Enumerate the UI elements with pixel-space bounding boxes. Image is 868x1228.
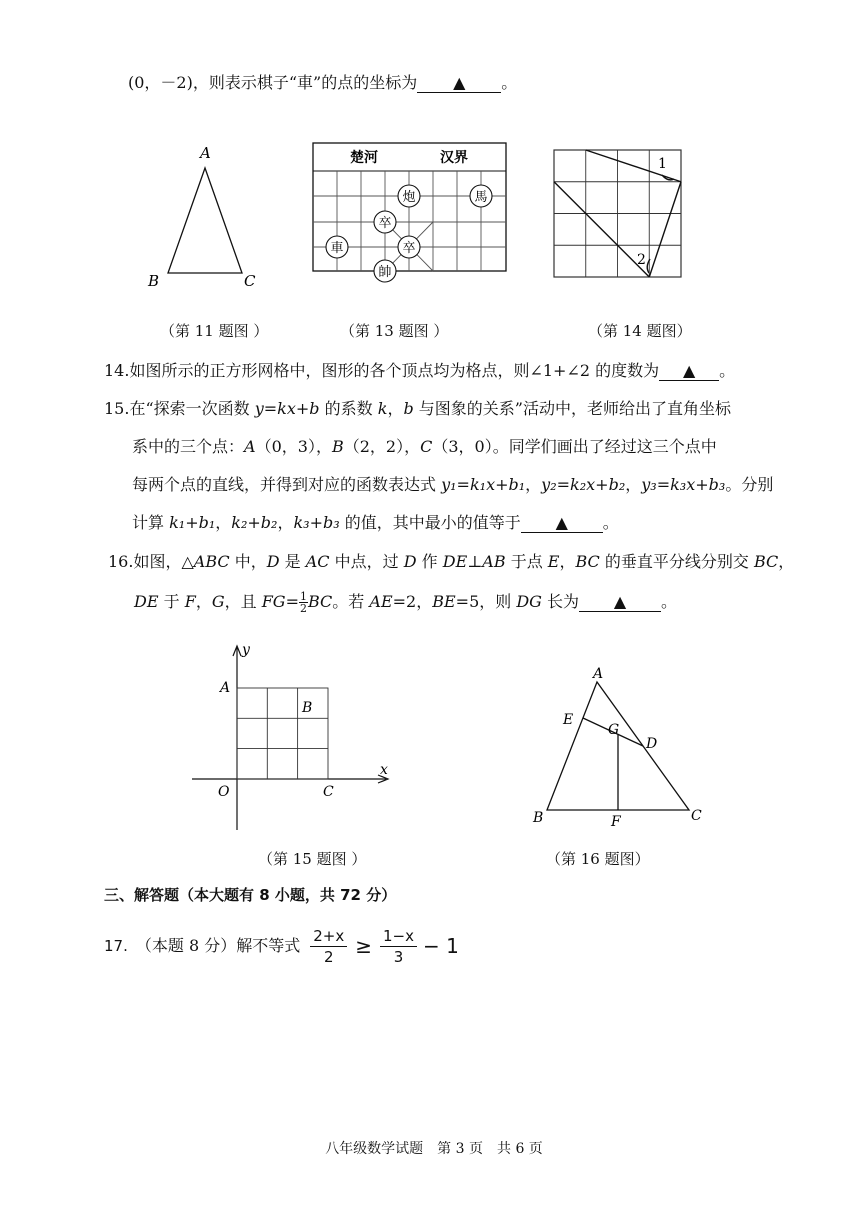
piece-zu-1: 卒 [378, 216, 392, 231]
q16-equals: = [285, 592, 299, 611]
q15-text-1a: 在“探索一次函数 [129, 399, 255, 418]
q16-text-h: ， [559, 552, 576, 571]
fig15-label-y: y [242, 642, 250, 658]
piece-zu-2: 卒 [402, 241, 416, 256]
q15-sum-1: k₁+b₁ [169, 513, 216, 532]
q15-text-4a: 计算 [132, 513, 170, 532]
piece-shuai: 帥 [378, 265, 392, 280]
q15-var-b: b [403, 399, 414, 418]
q17-lhs-den: 2 [323, 947, 334, 966]
q16-be: BE [432, 592, 456, 611]
fig11-label-a: A [200, 144, 211, 162]
q16-text-2e: 。若 [332, 592, 370, 611]
q16-half-den: 2 [300, 602, 307, 615]
q16-text-2g: =5，则 [455, 592, 517, 611]
q17-lhs-num: 2+x [310, 926, 347, 947]
q14-number: 14. [104, 361, 130, 380]
q15-function: y=kx+b [254, 399, 320, 418]
q16-text-a: 如图，△ [133, 552, 194, 571]
q15-comma-1: ， [215, 513, 232, 532]
q15-text-1b: 的系数 [319, 399, 378, 418]
fig15-axes [192, 646, 388, 830]
q15-line-2 [132, 436, 717, 458]
q17-rhs-num: 1−x [380, 926, 417, 947]
q16-d2: D [403, 552, 417, 571]
q16-ae: AE [369, 592, 393, 611]
angle-2-label: 2 [637, 252, 646, 268]
fig15-label-o: O [218, 784, 230, 800]
angle-1-label: 1 [658, 156, 667, 172]
q16-text-2h: 长为 [541, 592, 580, 611]
q16-text-2b: ， [195, 592, 212, 611]
piece-che: 車 [330, 241, 344, 256]
fig16-label-c: C [691, 808, 702, 824]
q17-tail: − 1 [422, 934, 459, 958]
fig16-label-b: B [533, 810, 544, 826]
q16-text-g: 于点 [505, 552, 548, 571]
q15-text-1c: ， [387, 399, 404, 418]
q15-number: 15. [104, 399, 130, 418]
triangle-abc [168, 168, 242, 273]
q14-end: 。 [719, 361, 736, 380]
q17-rhs-fraction [380, 926, 417, 967]
q16-ab: AB [482, 552, 506, 571]
fig13-caption: （第 13 题图 ） [340, 322, 449, 340]
q14-line [104, 360, 735, 382]
q16-de-2: DE [134, 592, 159, 611]
fig11-label-c: C [244, 272, 256, 290]
q15-formula-3: y₃=k₃x+b₃ [641, 475, 726, 494]
fig16-lines [547, 682, 689, 810]
q15-point-b-value: （2，2）， [343, 437, 421, 456]
q17-lhs-fraction [310, 926, 347, 967]
q15-point-a: A [244, 437, 256, 456]
fig16-label-e: E [563, 712, 574, 728]
fig14-grid-figure [550, 146, 686, 282]
q14-text: 如图所示的正方形网格中，图形的各个顶点均为格点，则∠1+∠2 的度数为 [129, 361, 660, 380]
q16-fg: FG [261, 592, 286, 611]
q16-f: F [184, 592, 196, 611]
q16-text-b: 中， [229, 552, 267, 571]
q16-text-2c: ，且 [224, 592, 262, 611]
q16-text-e: 作 [416, 552, 443, 571]
fig15-label-c: C [323, 784, 334, 800]
fig11-label-b: B [148, 272, 160, 290]
q15-formula-2: y₂=k₂x+b₂ [541, 475, 626, 494]
q17-text: （本题 8 分）解不等式 [135, 936, 301, 955]
q16-bc: BC [575, 552, 600, 571]
q16-bc3: BC [308, 592, 333, 611]
river-label-chuhe: 楚河 [350, 150, 378, 166]
q16-line-1 [108, 551, 794, 573]
fig15-coordinate-figure [190, 640, 400, 840]
q16-line-2 [134, 591, 677, 614]
q15-point-c-value: （3，0）。同学们画出了经过这三个点中 [432, 437, 717, 456]
q15-line-4 [132, 512, 619, 534]
q15-point-a-value: （0，3）， [255, 437, 332, 456]
q16-text-d: 中点，过 [329, 552, 404, 571]
q16-bc2: BC [753, 552, 779, 571]
fig13-chessboard [310, 140, 510, 286]
page-footer: 八年级数学试题 第 3 页 共 6 页 [325, 1141, 543, 1157]
river-label-hanjie: 汉界 [440, 150, 468, 166]
q16-d: D [266, 552, 280, 571]
q15-var-k: k [377, 399, 388, 418]
q16-answer-blank[interactable]: ▲ [579, 593, 661, 612]
fig16-triangle-figure [525, 666, 715, 836]
q16-e: E [547, 552, 560, 571]
q15-text-3a: 每两个点的直线，并得到对应的函数表达式 [132, 475, 442, 494]
q15-answer-blank[interactable]: ▲ [521, 514, 603, 533]
fig16-label-g: G [608, 722, 620, 738]
fig14-caption: （第 14 题图） [588, 322, 692, 340]
q16-g: G [211, 592, 225, 611]
section-3-title: 三、解答题（本大题有 8 小题，共 72 分） [104, 886, 397, 904]
q15-point-b: B [331, 437, 344, 456]
q15-sum-3: k₃+b₃ [293, 513, 340, 532]
q15-point-c: C [420, 437, 433, 456]
fig11-caption: （第 11 题图 ） [160, 322, 269, 340]
fig15-label-a: A [220, 680, 231, 696]
fig16-label-a: A [593, 666, 604, 682]
q17-relation: ≥ [355, 934, 372, 958]
q15-end: 。 [602, 513, 619, 532]
q15-sep-2: ， [625, 475, 642, 494]
q15-sep-1: ， [525, 475, 542, 494]
q16-text-j: ， [778, 552, 795, 571]
fig15-label-b: B [302, 700, 313, 716]
q16-text-c: 是 [279, 552, 306, 571]
q13-answer-blank[interactable]: ▲ [417, 74, 501, 93]
q13-end: 。 [501, 73, 518, 92]
fig15-grid [237, 688, 328, 779]
q15-sum-2: k₂+b₂ [231, 513, 278, 532]
q16-text-i: 的垂直平分线分别交 [599, 552, 754, 571]
fig15-caption: （第 15 题图 ） [258, 850, 367, 868]
q15-text-2a: 系中的三个点： [132, 437, 245, 456]
q13-coord: (0，－2) [128, 73, 193, 92]
q15-text-1d: 与图象的关系”活动中，老师给出了直角坐标 [413, 399, 731, 418]
fig15-label-x: x [380, 762, 388, 778]
q15-formula-1: y₁=k₁x+b₁ [441, 475, 526, 494]
piece-ma: 馬 [474, 190, 488, 205]
q16-text-2a: 于 [158, 592, 185, 611]
q16-dg: DG [516, 592, 542, 611]
q16-end: 。 [661, 592, 678, 611]
q15-line-3 [132, 474, 773, 496]
q17-rhs-den: 3 [393, 947, 404, 966]
q15-text-3b: 。分别 [725, 475, 774, 494]
q16-number: 16. [108, 552, 134, 571]
q15-comma-2: ， [277, 513, 294, 532]
fig16-caption: （第 16 题图） [546, 850, 650, 868]
q15-line-1 [104, 398, 731, 420]
q17-number: 17. [104, 937, 128, 955]
fig11-triangle-figure [140, 140, 270, 300]
q16-abc: ABC [193, 552, 230, 571]
q13-text: ，则表示棋子“車”的点的坐标为 [192, 73, 418, 92]
q14-answer-blank[interactable]: ▲ [659, 362, 719, 381]
piece-pao: 炮 [402, 190, 416, 205]
q15-text-4b: 的值，其中最小的值等于 [339, 513, 521, 532]
q17-line [104, 924, 459, 968]
q16-text-2f: =2， [392, 592, 433, 611]
q16-perp: ⊥ [467, 552, 483, 571]
q13-tail-line [128, 72, 517, 94]
fig16-label-f: F [611, 814, 621, 830]
q16-half-num: 1 [300, 590, 307, 603]
fig16-label-d: D [646, 736, 658, 752]
q16-half-fraction [299, 591, 308, 614]
q16-ac: AC [305, 552, 330, 571]
q16-de: DE [442, 552, 468, 571]
